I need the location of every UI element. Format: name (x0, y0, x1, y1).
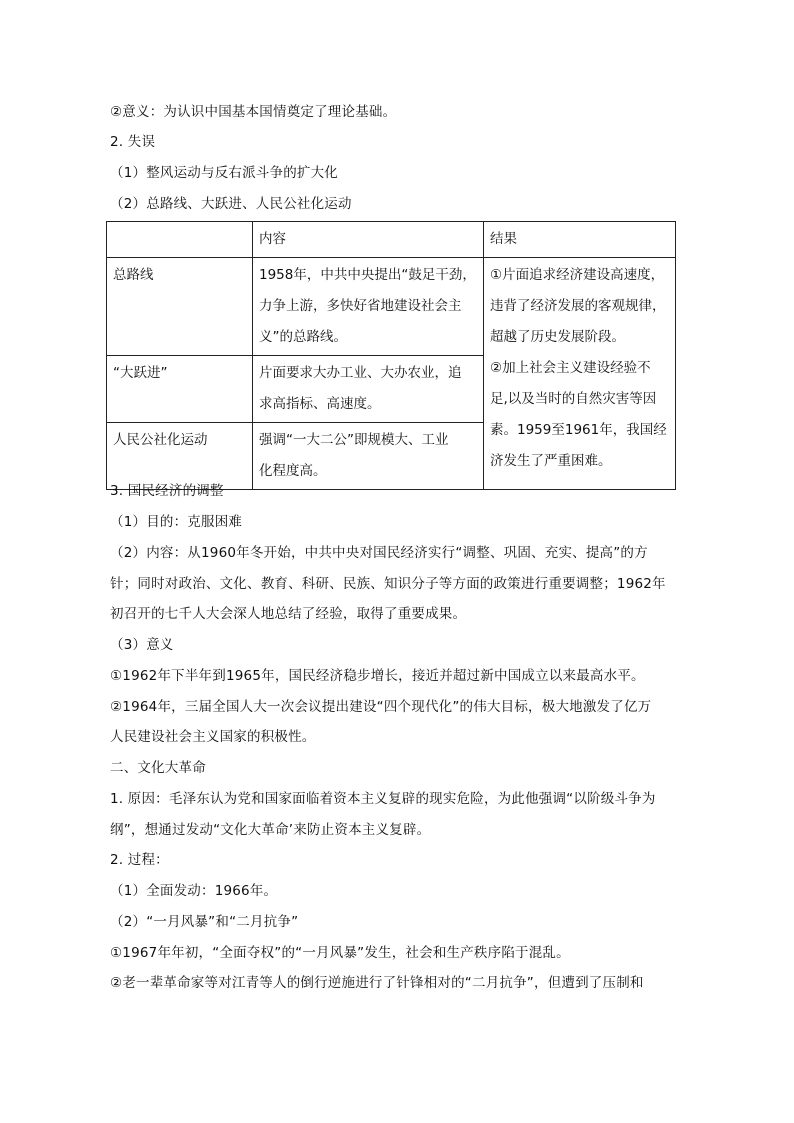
process-item-2: （2）“一月风暴”和“二月抗争” (110, 914, 299, 930)
cause-line-2: 纲”，想通过发动“文化大革命’来防止资本主义复辟。 (110, 822, 431, 838)
process-item-1: （1）全面发动：1966年。 (110, 883, 278, 899)
result-cell (484, 258, 676, 490)
result-text-line: 超越了历史发展阶段。 (490, 329, 625, 345)
header-cell-content: 内容 (253, 222, 484, 258)
significance-point-2-line-2: 人民建设社会主义国家的积极性。 (110, 729, 316, 745)
item-significance-heading: （3）意义 (110, 637, 174, 653)
process-point-2: ②老一辈革命家等对江青等人的倒行逆施进行了针锋相对的“二月抗争”，但遭到了压制和 (110, 975, 644, 991)
process-point-1: ①1967年年初，“全面夺权”的“一月风暴”发生，社会和生产秩序陷于混乱。 (110, 945, 570, 961)
significance-point-1: ①1962年下半年到1965年，国民经济稳步增长，接近并超过新中国成立以来最高水平。 (110, 668, 645, 684)
result-text-line: 违背了经济发展的客观规律， (490, 298, 666, 314)
cell-text-line: 强调“一大二公”即规模大、工业 (259, 432, 449, 448)
result-text-line: 足,以及当时的自然灾害等因 (490, 391, 657, 407)
item-content-line-3: 初召开的七千人大会深人地总结了经验，取得了重要成果。 (110, 606, 467, 622)
cell-text-line: 义”的总路线。 (259, 329, 347, 345)
row-content-communes (253, 423, 484, 490)
three-red-banners-table (106, 221, 676, 490)
item-three-red-banners: （2）总路线、大跃进、人民公社化运动 (110, 196, 352, 212)
result-text-line: ②加上社会主义建设经验不 (490, 360, 651, 376)
heading-mistakes: 2. 失误 (110, 134, 156, 150)
significance-point-2-line-1: ②1964年，三届全国人大一次会议提出建设“四个现代化”的伟大目标，极大地激发了亿万 (110, 699, 652, 715)
heading-process: 2. 过程： (110, 852, 169, 868)
item-content-line-2: 针；同时对政治、文化、教育、科研、民族、知识分子等方面的政策进行重要调整；1962年 (110, 576, 666, 592)
heading-economic-adjustment: 3. 国民经济的调整 (110, 483, 224, 499)
cell-text-line: 1958年，中共中央提出“鼓足干劲， (259, 267, 476, 283)
result-text-line: ①片面追求经济建设高速度， (490, 267, 665, 283)
result-text-line: 济发生了严重困难。 (490, 453, 612, 469)
cause-line-1: 1. 原因：毛泽东认为党和国家面临着资本主义复辟的现实危险，为此他强调“以阶级斗争为 (110, 791, 656, 807)
cell-text-line: 化程度高。 (259, 463, 327, 479)
section-heading-cultural-revolution: 二、文化大革命 (110, 760, 206, 776)
item-purpose: （1）目的：克服困难 (110, 514, 243, 530)
table-header-row (107, 222, 676, 258)
item-content-line-1: （2）内容：从1960年冬开始，中共中央对国民经济实行“调整、巩固、充实、提高”的方 (110, 545, 648, 561)
row-label-general-line: 总路线 (107, 258, 253, 356)
row-label-great-leap: “大跃进” (107, 356, 253, 423)
row-content-general-line (253, 258, 484, 356)
row-content-great-leap (253, 356, 484, 423)
paragraph-significance-theory: ②意义：为认识中国基本国情奠定了理论基础。 (110, 104, 397, 120)
result-text-line: 素。1959至1961年，我国经 (490, 422, 667, 438)
document-page (110, 0, 678, 1123)
cell-text-line: 片面要求大办工业、大办农业，追 (259, 365, 462, 381)
table-row (107, 258, 676, 356)
cell-text-line: 求高指标、高速度。 (259, 396, 381, 412)
header-cell-result: 结果 (484, 222, 676, 258)
cell-text-line: 力争上游，多快好省地建设社会主 (259, 298, 462, 314)
item-rectification-campaign: （1）整风运动与反右派斗争的扩大化 (110, 165, 338, 181)
row-label-communes: 人民公社化运动 (107, 423, 253, 490)
header-cell-empty (107, 222, 253, 258)
